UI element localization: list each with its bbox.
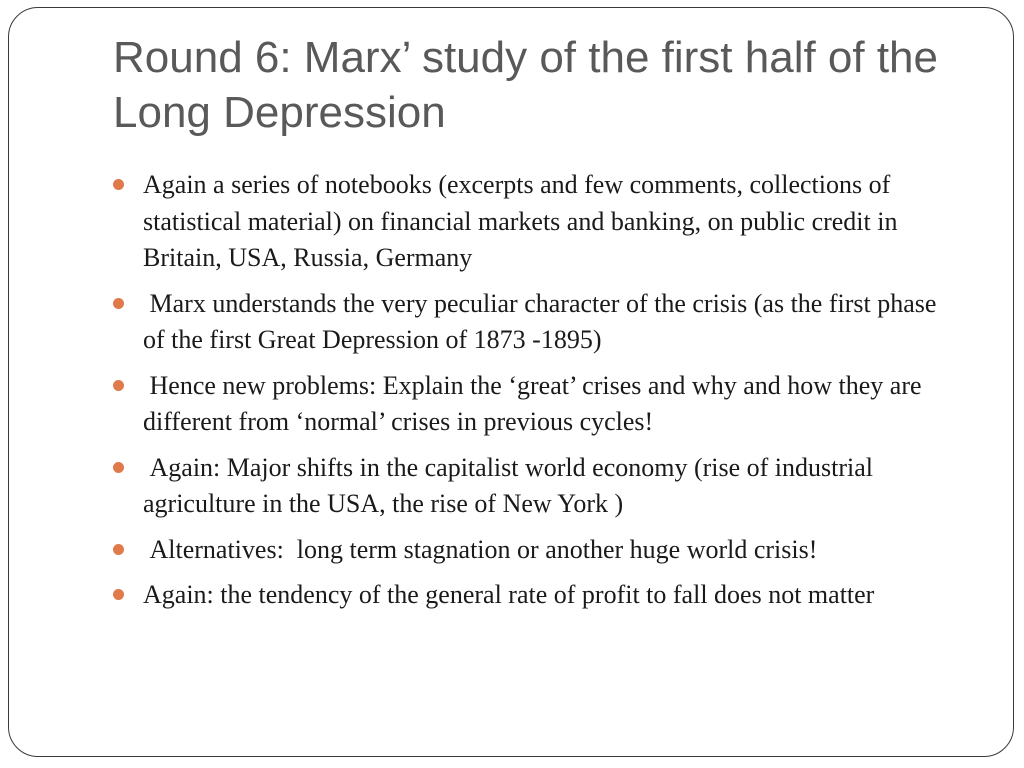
bullet-list [112, 167, 962, 623]
bullet-item [112, 532, 962, 569]
slide-title: Round 6: Marx’ study of the first half of the Long Depression [113, 33, 938, 137]
bullet-text: Again a series of notebooks (excerpts and few comments, collections of statistical material) on financial markets and banking, on public credit in Britain, USA, Russia, Germany [143, 170, 898, 272]
bullet-item [112, 368, 962, 441]
bullet-dot-icon [113, 298, 124, 309]
bullet-dot-icon [113, 462, 124, 473]
bullet-item [112, 286, 962, 359]
bullet-dot-icon [113, 380, 124, 391]
bullet-text: Hence new problems: Explain the ‘great’ crises and why and how they are different from ‘normal’ crises in previous cycles! [143, 370, 929, 436]
bullet-text: Marx understands the very peculiar character of the crisis (as the first phase of the first Great Depression of 1873 -1895) [143, 288, 943, 354]
bullet-dot-icon [113, 179, 124, 190]
bullet-item [112, 577, 962, 614]
bullet-text: Alternatives: long term stagnation or another huge world crisis! [143, 534, 818, 564]
bullet-item [112, 167, 962, 277]
bullet-text: Again: Major shifts in the capitalist world economy (rise of industrial agriculture in the USA, the rise of New York ) [143, 452, 880, 518]
bullet-dot-icon [113, 544, 124, 555]
bullet-item [112, 450, 962, 523]
bullet-text: Again: the tendency of the general rate of profit to fall does not matter [143, 580, 875, 609]
bullet-dot-icon [113, 589, 124, 600]
